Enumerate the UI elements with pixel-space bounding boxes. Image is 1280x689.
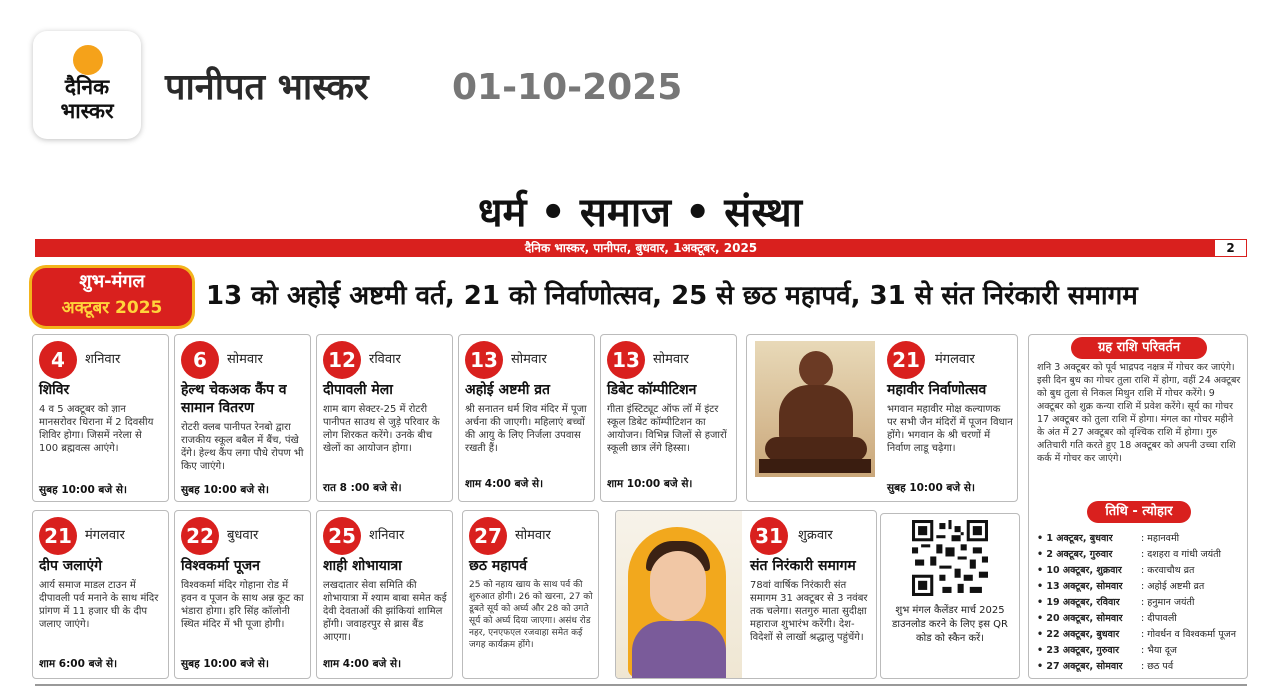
event-card (316, 510, 453, 679)
list-item: • 10 अक्टूबर, शुक्रवार : करवाचौथ व्रत (1037, 565, 1195, 576)
event-weekday: सोमवार (653, 352, 689, 367)
event-description: लखदातार सेवा समिति की शोभायात्रा में श्याम बाबा समेत कई देवी देवताओं की झांकियां शामिल होंगी। जवाहरपुर से ब्रास बैंड आएगा। (323, 580, 447, 643)
event-date-number: 13 (607, 341, 645, 379)
event-title: शाही शोभायात्रा (323, 558, 402, 574)
event-weekday: मंगलवार (935, 352, 975, 367)
qr-code-icon[interactable] (912, 520, 988, 596)
event-date-number: 13 (465, 341, 503, 379)
event-description: शाम बाग सेक्टर-25 में रोटरी पानीपत साउथ से जुड़े परिवार के लोग शिरकत करेंगे। उनके बीच खेलों का आयोजन होगा। (323, 404, 440, 454)
sun-icon (73, 45, 103, 75)
badge-line1: शुभ-मंगल (79, 271, 145, 292)
event-date-number: 27 (469, 517, 507, 555)
bottom-rule (35, 684, 1247, 686)
edition-date[interactable]: 01-10-2025 (452, 67, 683, 108)
event-time: सुबह 10:00 बजे से। (181, 484, 269, 496)
event-date-number: 31 (750, 517, 788, 555)
event-description: श्री सनातन धर्म शिव मंदिर में पूजा अर्चना की जाएगी। महिलाएं बच्चों की आयु के लिए निर्जला उपवास रखती हैं। (465, 404, 587, 454)
list-item: • 13 अक्टूबर, सोमवार : अहोई अष्टमी व्रत (1037, 581, 1205, 592)
event-time: सुबह 10:00 बजे से। (887, 482, 975, 494)
event-time: शाम 4:00 बजे से। (323, 658, 402, 670)
event-description: आर्य समाज माडल टाउन में दीपावली पर्व मनाने के साथ मंदिर प्रांगण में 11 हजार घी के दीप जलाए जाएंगे। (39, 580, 159, 630)
event-weekday: शनिवार (369, 528, 405, 543)
event-date-number: 6 (181, 341, 219, 379)
event-weekday: रविवार (369, 352, 401, 367)
event-time: रात 8 :00 बजे से। (323, 482, 402, 494)
event-description: रोटरी क्लब पानीपत रेनबो द्वारा राजकीय स्कूल बबैल में बैंच, पंखे देंगे। हेल्थ कैंप लगा पौधे रोपण भी किए जाएंगे। (181, 422, 304, 472)
page-section-title: धर्म • समाज • संस्था (477, 190, 803, 236)
event-card (32, 510, 169, 679)
dateline-band (35, 239, 1247, 257)
event-time: शाम 6:00 बजे से। (39, 658, 118, 670)
list-item: • 1 अक्टूबर, बुधवार : महानवमी (1037, 533, 1180, 544)
event-description: 4 व 5 अक्टूबर को ज्ञान मानसरोवर धिराना में 2 दिवसीय शिविर होगा। जिसमें नरेला से 100 ब्रह्मवत्स आएंगे। (39, 404, 154, 454)
qr-caption: शुभ मंगल कैलेंडर मार्च 2025 डाउनलोड करने के लिए इस QR कोड को स्कैन करें। (892, 605, 1008, 644)
event-title: संत निरंकारी समागम (750, 558, 856, 574)
event-title: डिबेट कॉम्पीटिशन (607, 382, 697, 398)
event-time: सुबह 10:00 बजे से। (181, 658, 269, 670)
event-title: अहोई अष्टमी व्रत (465, 382, 551, 398)
event-weekday: सोमवार (511, 352, 547, 367)
event-title: विश्वकर्मा पूजन (181, 558, 260, 574)
tithi-tyohar-heading: तिथि - त्योहार (1087, 501, 1191, 523)
list-item: • 23 अक्टूबर, गुरुवार : भैया दूज (1037, 645, 1177, 656)
event-weekday: शनिवार (85, 352, 121, 367)
logo-line1: दैनिक (64, 75, 110, 99)
grah-rashi-text: शनि 3 अक्टूबर को पूर्व भाद्रपद नक्षत्र में गोचर कर जाएंगे। इसी दिन बुध का गोचर तुला राशि में होगा, वहीं 24 अक्टूबर को बुध तुला से निकल मिथुन राशि में गोचर करेंगे। 9 अक्टूबर को शुक्र कन्या राशि में प्रवेश करेंगे। सूर्य का गोचर 17 अक्टूबर को तुला राशि में होगा। मंगल का गोचर महीने के अंत में 27 अक्टूबर को वृश्चिक राशि में होगा। गुरु अतिचारी गति करते हुए 18 अक्टूबर को अपनी उच्चा राशि कर्क में गोचर कर जाएंगे। (1037, 362, 1241, 464)
shubh-mangal-badge (32, 268, 192, 326)
event-time: सुबह 10:00 बजे से। (39, 484, 127, 496)
page-number: 2 (1214, 239, 1247, 257)
event-date-number: 21 (887, 341, 925, 379)
event-card-mahavir (746, 334, 1018, 502)
list-item: • 20 अक्टूबर, सोमवार : दीपावली (1037, 613, 1177, 624)
event-title: हेल्थ चेकअक कैंप व सामान वितरण (181, 382, 287, 416)
event-date-number: 21 (39, 517, 77, 555)
event-weekday: बुधवार (227, 528, 259, 543)
event-description: 78वां वार्षिक निरंकारी संत समागम 31 अक्टूबर से 3 नवंबर तक चलेगा। सतगुरु माता सुदीक्षा महाराज शुभारंभ करेंगी। देश-विदेशों से लाखों श्रद्धालु पहुंचेंगे। (750, 580, 868, 643)
event-date-number: 25 (323, 517, 361, 555)
event-time: शाम 4:00 बजे से। (465, 478, 544, 490)
grah-rashi-heading: ग्रह राशि परिवर्तन (1071, 337, 1207, 359)
list-item: • 22 अक्टूबर, बुधवार : गोवर्धन व विश्वकर्मा पूजन (1037, 629, 1236, 640)
event-weekday: मंगलवार (85, 528, 125, 543)
event-date-number: 22 (181, 517, 219, 555)
list-item: • 2 अक्टूबर, गुरुवार : दशहरा व गांधी जयंती (1037, 549, 1222, 560)
event-card (458, 334, 595, 502)
event-weekday: शुक्रवार (798, 528, 833, 543)
mahavir-statue-image (755, 341, 875, 477)
event-card (316, 334, 453, 502)
event-card-nirankari (615, 510, 877, 679)
dateline: दैनिक भास्कर, पानीपत, बुधवार, 1अक्टूबर, 2025 (524, 241, 758, 255)
event-description: 25 को नहाय खाय के साथ पर्व की शुरुआत होगी। 26 को खरना, 27 को डूबते सूर्य को अर्घ्य और 28 को उगते सूर्य को अर्घ्य दिया जाएगा। असंध रोड नहर, एनएफएल रजवाहा समेत कई जगह कार्यक्रम होंगे। (469, 580, 593, 650)
event-card (462, 510, 599, 679)
event-card (32, 334, 169, 502)
event-description: विश्वकर्मा मंदिर गोहाना रोड में हवन व पूजन के साथ अन्न कूट का भंडारा होगा। हरि सिंह कॉलोनी स्थित मंदिर में भी पूजा होगी। (181, 580, 304, 630)
event-card (600, 334, 737, 502)
dainik-bhaskar-logo[interactable] (33, 31, 141, 139)
badge-line2: अक्टूबर 2025 (61, 298, 163, 318)
event-date-number: 12 (323, 341, 361, 379)
list-item: • 19 अक्टूबर, रविवार : हनुमान जयंती (1037, 597, 1195, 608)
top-bar (0, 0, 1280, 170)
main-headline: 13 को अहोई अष्टमी वर्त, 21 को निर्वाणोत्सव, 25 से छठ महापर्व, 31 से संत निरंकारी समागम (206, 281, 1138, 311)
event-date-number: 4 (39, 341, 77, 379)
list-item: • 27 अक्टूबर, सोमवार : छठ पर्व (1037, 661, 1174, 672)
event-card (174, 510, 311, 679)
mata-sudiksha-photo (616, 511, 742, 679)
festival-list (1037, 531, 1245, 675)
event-card (174, 334, 311, 502)
event-weekday: सोमवार (515, 528, 551, 543)
event-description: गीता इंस्टिट्यूट ऑफ लॉ में इंटर स्कूल डिबेट कॉम्पीटिशन का आयोजन। विभिन्न जिलों से हजारों स्कूली छात्र लेंगे हिस्सा। (607, 404, 727, 454)
event-title: दीपावली मेला (323, 382, 393, 398)
event-title: महावीर निर्वाणोत्सव (887, 382, 987, 398)
qr-card (880, 513, 1020, 679)
event-title: दीप जलाएंगे (39, 558, 103, 574)
event-description: भगवान महावीर मोक्ष कल्याणक पर सभी जैन मंदिरों में पूजन विधान होंगे। भगवान के श्री चरणों में निर्वाण लाडू चढ़ेगा। (887, 404, 1013, 454)
logo-line2: भास्कर (60, 99, 114, 123)
event-title: शिविर (39, 382, 70, 398)
event-weekday: सोमवार (227, 352, 263, 367)
sidebar-panel (1028, 334, 1248, 679)
event-time: शाम 10:00 बजे से। (607, 478, 693, 490)
event-title: छठ महापर्व (469, 558, 527, 574)
edition-title: पानीपत भास्कर (165, 67, 369, 108)
